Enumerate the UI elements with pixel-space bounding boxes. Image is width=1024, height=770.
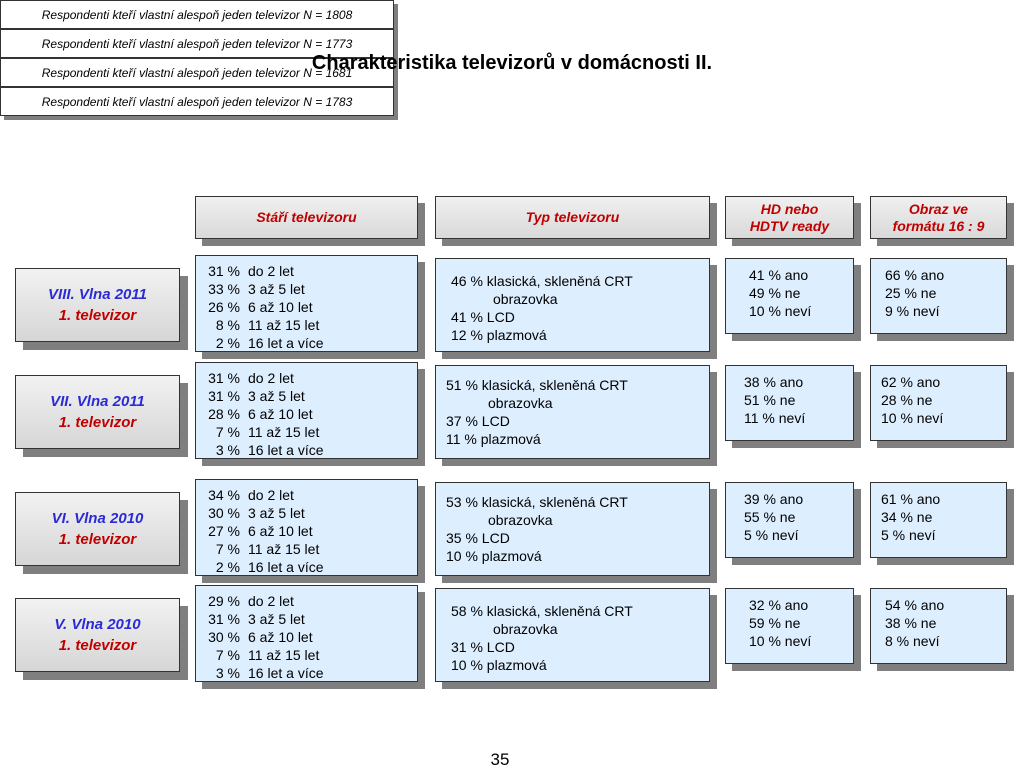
wave-name: VIII. Vlna 2011 (48, 286, 147, 303)
hd-item: 49 % ne (749, 285, 801, 301)
type-item: 31 % LCD (451, 639, 515, 655)
age-range: 16 let a více (248, 665, 324, 681)
age-range: 16 let a více (248, 559, 324, 575)
format-cell (870, 365, 1007, 441)
hd-item: 39 % ano (744, 491, 804, 507)
age-item (196, 316, 417, 334)
age-percent: 30 % (208, 505, 240, 521)
header-hd (725, 196, 854, 239)
age-item (196, 592, 417, 610)
type-item: 46 % klasická, skleněná CRT (451, 273, 633, 289)
age-range: 3 až 5 let (248, 281, 305, 297)
page-number: 35 (490, 750, 510, 769)
age-item (196, 522, 417, 540)
wave-label (15, 492, 180, 566)
tv-label: 1. televizor (58, 637, 137, 654)
format-item: 9 % neví (885, 303, 940, 319)
format-item: 8 % neví (885, 633, 940, 649)
type-item: 53 % klasická, skleněná CRT (446, 494, 628, 510)
age-percent: 3 % (215, 665, 240, 681)
age-item (196, 628, 417, 646)
age-percent: 2 % (215, 559, 240, 575)
hd-cell (725, 365, 854, 441)
age-range: do 2 let (248, 263, 294, 279)
age-range: 16 let a více (248, 335, 324, 351)
age-percent: 31 % (208, 611, 240, 627)
hd-item: 38 % ano (744, 374, 804, 390)
format-item: 25 % ne (885, 285, 937, 301)
wave-label (15, 268, 180, 342)
age-range: 16 let a více (248, 442, 324, 458)
format-cell (870, 258, 1007, 334)
age-cell (195, 479, 418, 576)
age-cell (195, 255, 418, 352)
type-item: 41 % LCD (451, 309, 515, 325)
age-item (196, 664, 417, 682)
format-cell (870, 482, 1007, 558)
age-item (196, 504, 417, 522)
type-item: 10 % plazmová (451, 657, 547, 673)
age-range: 6 až 10 let (248, 523, 313, 539)
hd-item: 55 % ne (744, 509, 796, 525)
age-percent: 30 % (208, 629, 240, 645)
age-item (196, 262, 417, 280)
format-item: 38 % ne (885, 615, 937, 631)
age-range: 3 až 5 let (248, 611, 305, 627)
age-percent: 31 % (208, 370, 240, 386)
type-item: 11 % plazmová (446, 431, 541, 447)
age-percent: 8 % (215, 317, 240, 333)
type-cell (435, 258, 710, 352)
type-item: obrazovka (488, 395, 553, 411)
wave-name: V. Vlna 2010 (54, 616, 141, 633)
age-range: 3 až 5 let (248, 505, 305, 521)
age-percent: 31 % (208, 388, 240, 404)
type-item: 51 % klasická, skleněná CRT (446, 377, 628, 393)
wave-name: VI. Vlna 2010 (51, 510, 144, 527)
age-item (196, 334, 417, 352)
age-range: 6 až 10 let (248, 406, 313, 422)
header-format (870, 196, 1007, 239)
age-range: do 2 let (248, 593, 294, 609)
age-range: 6 až 10 let (248, 299, 313, 315)
age-cell (195, 362, 418, 459)
hd-item: 10 % neví (749, 303, 812, 319)
header-type-label: Typ televizoru (525, 209, 620, 225)
header-format-line2: formátu 16 : 9 (892, 217, 985, 234)
type-cell (435, 482, 710, 576)
tv-label: 1. televizor (58, 531, 137, 548)
header-hd-line2: HDTV ready (749, 217, 830, 234)
format-item: 62 % ano (881, 374, 941, 390)
age-item (196, 486, 417, 504)
age-item (196, 369, 417, 387)
hd-item: 11 % neví (744, 410, 806, 426)
hd-cell (725, 258, 854, 334)
respondents-text: Respondenti kteří vlastní alespoň jeden televizor N = 1808 (41, 7, 353, 22)
respondents-text: Respondenti kteří vlastní alespoň jeden televizor N = 1783 (41, 94, 353, 109)
tv-label: 1. televizor (58, 307, 137, 324)
age-item (196, 540, 417, 558)
age-item (196, 441, 417, 459)
age-item (196, 280, 417, 298)
age-percent: 29 % (208, 593, 240, 609)
hd-item: 41 % ano (749, 267, 809, 283)
respondents-note (0, 0, 394, 29)
format-item: 66 % ano (885, 267, 945, 283)
respondents-text: Respondenti kteří vlastní alespoň jeden televizor N = 1681 (41, 65, 353, 80)
age-item (196, 610, 417, 628)
age-item (196, 558, 417, 576)
type-cell (435, 365, 710, 459)
type-item: 37 % LCD (446, 413, 510, 429)
age-range: do 2 let (248, 487, 294, 503)
age-percent: 34 % (208, 487, 240, 503)
header-age-label: Stáří televizoru (256, 209, 357, 225)
age-percent: 33 % (208, 281, 240, 297)
age-item (196, 405, 417, 423)
hd-item: 51 % ne (744, 392, 796, 408)
format-item: 28 % ne (881, 392, 933, 408)
header-age (195, 196, 418, 239)
type-item: obrazovka (493, 291, 558, 307)
header-hd-line1: HD nebo (760, 200, 819, 217)
age-item (196, 423, 417, 441)
type-item: 35 % LCD (446, 530, 510, 546)
age-percent: 31 % (208, 263, 240, 279)
respondents-text: Respondenti kteří vlastní alespoň jeden televizor N = 1773 (41, 36, 353, 51)
age-item (196, 646, 417, 664)
hd-cell (725, 588, 854, 664)
tv-label: 1. televizor (58, 414, 137, 431)
age-item (196, 387, 417, 405)
format-item: 10 % neví (881, 410, 944, 426)
format-item: 61 % ano (881, 491, 941, 507)
page-title: Charakteristika televizorů v domácnosti II. (311, 52, 713, 74)
age-percent: 7 % (215, 541, 240, 557)
wave-name: VII. Vlna 2011 (50, 393, 145, 410)
age-range: 11 až 15 let (248, 647, 320, 663)
hd-item: 5 % neví (744, 527, 799, 543)
hd-item: 59 % ne (749, 615, 801, 631)
age-range: 3 až 5 let (248, 388, 305, 404)
type-item: 58 % klasická, skleněná CRT (451, 603, 633, 619)
format-item: 34 % ne (881, 509, 933, 525)
age-percent: 28 % (208, 406, 240, 422)
age-range: 11 až 15 let (248, 541, 320, 557)
respondents-note (0, 87, 394, 116)
age-percent: 7 % (215, 647, 240, 663)
age-range: 11 až 15 let (248, 317, 320, 333)
type-item: 10 % plazmová (446, 548, 542, 564)
type-item: obrazovka (493, 621, 558, 637)
format-item: 54 % ano (885, 597, 945, 613)
format-item: 5 % neví (881, 527, 936, 543)
header-type (435, 196, 710, 239)
age-cell (195, 585, 418, 682)
age-range: 6 až 10 let (248, 629, 313, 645)
format-cell (870, 588, 1007, 664)
type-item: 12 % plazmová (451, 327, 547, 343)
age-item (196, 298, 417, 316)
age-percent: 7 % (215, 424, 240, 440)
wave-label (15, 598, 180, 672)
age-percent: 3 % (215, 442, 240, 458)
hd-cell (725, 482, 854, 558)
hd-item: 32 % ano (749, 597, 809, 613)
type-cell (435, 588, 710, 682)
header-format-line1: Obraz ve (908, 200, 969, 217)
age-range: do 2 let (248, 370, 294, 386)
wave-label (15, 375, 180, 449)
hd-item: 10 % neví (749, 633, 812, 649)
age-range: 11 až 15 let (248, 424, 320, 440)
age-percent: 27 % (208, 523, 240, 539)
age-percent: 26 % (208, 299, 240, 315)
type-item: obrazovka (488, 512, 553, 528)
age-percent: 2 % (215, 335, 240, 351)
